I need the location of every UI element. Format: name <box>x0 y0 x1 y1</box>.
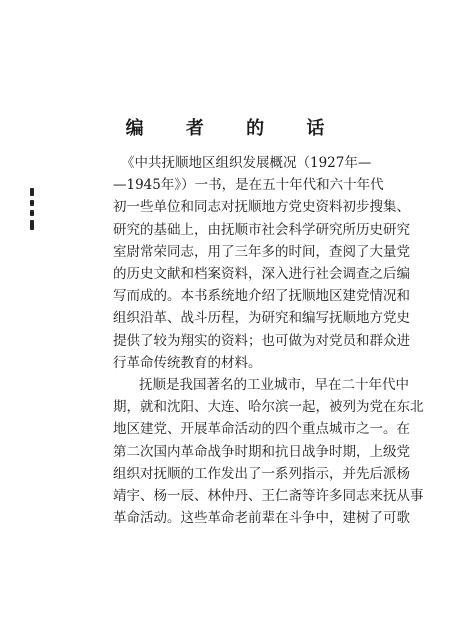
page-title: 编 者 的 话 <box>125 118 343 139</box>
text-line: 第二次国内革命战争时期和抗日战争时期，上级党 <box>113 443 410 460</box>
text-line: 初一些单位和同志对抚顺地方党史资料初步搜集、 <box>113 199 410 216</box>
text-line: 靖宇、杨一辰、林仲丹、王仁斋等许多同志来抚从事 <box>113 488 424 504</box>
text-line: 期，就和沈阳、大连、哈尔滨一起，被列为党在东北 <box>113 399 424 416</box>
text-line: 地区建党、开展革命活动的四个重点城市之一。在 <box>113 421 410 438</box>
text-line: 《中共抚顺地区组织发展概况（1927年— <box>121 155 372 171</box>
text-line: 写而成的。本书系统地介绍了抚顺地区建党情况和 <box>113 288 410 305</box>
text-line: —1945年》）一书，是在五十年代和六十年代 <box>113 177 384 194</box>
text-line: 革命活动。这些革命老前辈在斗争中，建树了可歌 <box>113 510 410 527</box>
text-line: 研究的基础上，由抚顺市社会科学研究所历史研究 <box>113 221 410 238</box>
text-line: 提供了较为翔实的资料；也可做为对党员和群众进 <box>113 332 410 349</box>
text-line: 的历史文献和档案资料，深入进行社会调查之后编 <box>113 266 410 282</box>
text-line: 抚顺是我国著名的工业城市，早在二十年代中 <box>139 377 409 393</box>
text-line: 组织沿革、战斗历程，为研究和编写抚顺地方党史 <box>113 310 410 327</box>
text-line: 室尉常荣同志，用了三年多的时间，查阅了大量党 <box>113 243 410 260</box>
text-line: 行革命传统教育的材料。 <box>113 354 262 371</box>
text-line: 组织对抚顺的工作发出了一系列指示，并先后派杨 <box>113 465 410 482</box>
binding-mark <box>30 188 36 234</box>
